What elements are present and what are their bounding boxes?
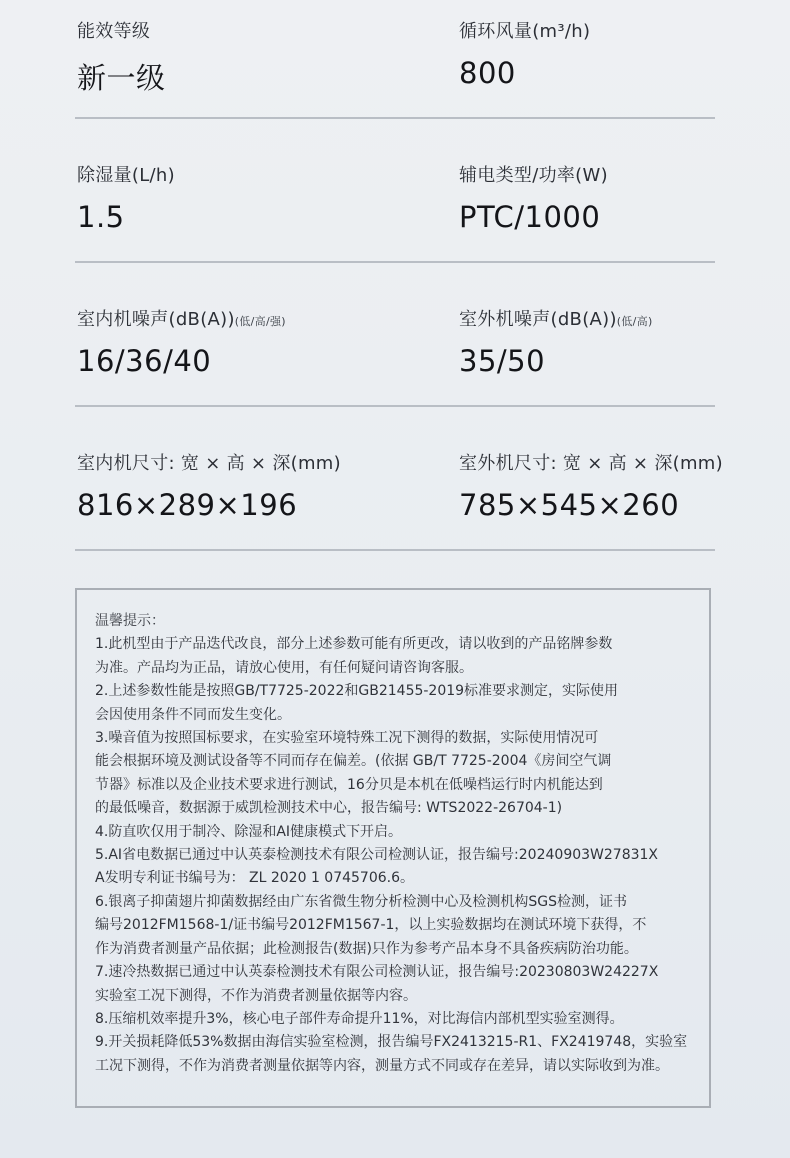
notice-line: 7.速冷热数据已通过中认英泰检测技术有限公司检测认证，报告编号:20230803W24227X <box>95 964 659 981</box>
spec-value: 800 <box>459 56 516 90</box>
spec-label: 能效等级 <box>77 21 151 42</box>
spec-label: 循环风量(m³/h) <box>459 21 591 42</box>
notice-line: 5.AI省电数据已通过中认英泰检测技术有限公司检测认证，报告编号:20240903W27831X <box>95 847 659 864</box>
notice-line: 6.银离子抑菌翅片抑菌数据经由广东省微生物分析检测中心及检测机构SGS检测，证书 <box>95 893 627 910</box>
notice-line: 4.防直吹仅用于制冷、除湿和AI健康模式下开启。 <box>95 823 403 840</box>
spec-value: 35/50 <box>459 344 546 378</box>
notice-line: 9.开关损耗降低53%数据由海信实验室检测，报告编号FX2413215-R1、FX2419748，实验室 <box>95 1034 688 1051</box>
spec-grid <box>75 0 723 551</box>
notice-line: 的最低噪音，数据源于威凯检测技术中心，报告编号: WTS2022-26704-1) <box>95 800 563 817</box>
spec-value: 785×545×260 <box>459 488 680 522</box>
notice-line: 作为消费者测量产品依据；此检测报告(数据)只作为参考产品本身不具备疾病防治功能。 <box>95 940 638 957</box>
spec-value: 新一级 <box>77 61 166 95</box>
notice-box <box>75 588 711 1108</box>
spec-value: 816×289×196 <box>77 488 298 522</box>
notice-title: 温馨提示： <box>95 613 165 629</box>
notice-line: 8.压缩机效率提升3%，核心电子部件寿命提升11%，对比海信内部机型实验室测得。 <box>95 1010 624 1027</box>
notice-line: 会因使用条件不同而发生变化。 <box>95 706 291 723</box>
notice-line: 2.上述参数性能是按照GB/T7725-2022和GB21455-2019标准要求测定，实际使用 <box>95 683 619 700</box>
spec-value: PTC/1000 <box>459 200 601 234</box>
notice-line: 编号2012FM1568-1/证书编号2012FM1567-1，以上实验数据均在测试环境下获得，不 <box>95 917 647 934</box>
spec-row <box>75 0 715 119</box>
spec-label: 除湿量(L/h) <box>77 165 175 186</box>
notice-line: A发明专利证书编号为： ZL 2020 1 0745706.6。 <box>95 870 415 887</box>
notice-line: 实验室工况下测得，不作为消费者测量依据等内容。 <box>95 987 417 1004</box>
spec-label: 室外机噪声(dB(A))(低/高) <box>459 309 653 330</box>
spec-row <box>75 407 723 551</box>
notice-line: 节器》标准以及企业技术要求进行测试，16分贝是本机在低噪档运行时内机能达到 <box>95 776 603 793</box>
spec-value: 1.5 <box>77 200 125 234</box>
spec-label: 室外机尺寸: 宽 × 高 × 深(mm) <box>459 453 723 474</box>
spec-label: 辅电类型/功率(W) <box>459 165 608 186</box>
notice-line: 为准。产品均为正品，请放心使用，有任何疑问请咨询客服。 <box>95 659 473 676</box>
spec-row <box>75 263 715 407</box>
notice-line: 3.噪音值为按照国标要求，在实验室环境特殊工况下测得的数据，实际使用情况可 <box>95 730 599 747</box>
notice-line: 1.此机型由于产品迭代改良，部分上述参数可能有所更改，请以收到的产品铭牌参数 <box>95 636 613 653</box>
spec-label: 室内机噪声(dB(A))(低/高/强) <box>77 309 286 330</box>
notice-line: 工况下测得，不作为消费者测量依据等内容，测量方式不同或存在差异，请以实际收到为准。 <box>95 1057 669 1074</box>
notice-line: 能会根据环境及测试设备等不同而存在偏差。(依据 GB/T 7725-2004《房间空气调 <box>95 753 612 770</box>
spec-row <box>75 119 715 263</box>
spec-value: 16/36/40 <box>77 344 212 378</box>
spec-label: 室内机尺寸: 宽 × 高 × 深(mm) <box>77 453 341 474</box>
